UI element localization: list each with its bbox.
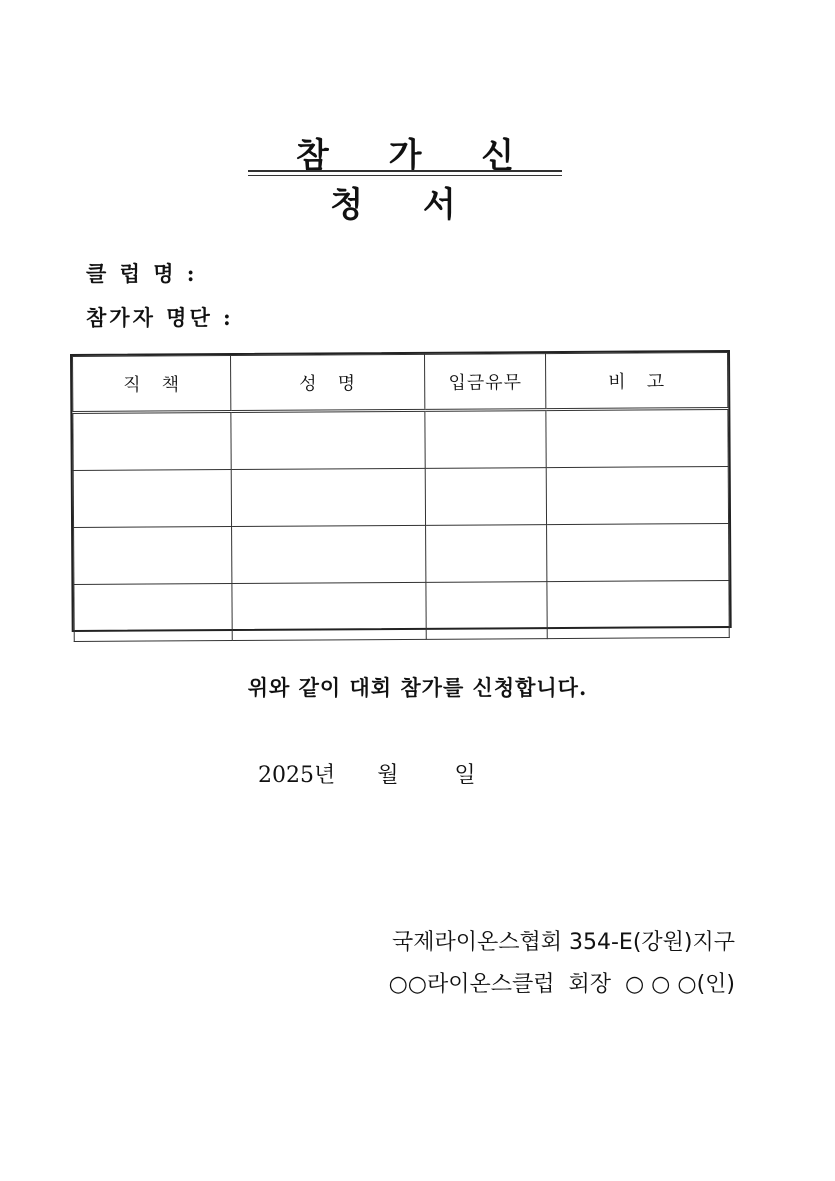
organization-name: 국제라이온스협회 354-E(강원)지구: [391, 930, 735, 955]
header-position: 직 책: [73, 356, 231, 413]
cell-position[interactable]: [74, 584, 232, 642]
table-header-row: [73, 352, 728, 412]
title-underline-bottom: [248, 175, 562, 176]
cell-remarks[interactable]: [546, 408, 728, 467]
cell-position[interactable]: [73, 412, 231, 471]
cell-name[interactable]: [231, 410, 425, 469]
header-name: 성 명: [231, 354, 425, 411]
cell-remarks[interactable]: [547, 523, 729, 581]
title-underline-top: [248, 170, 562, 172]
cell-remarks[interactable]: [547, 580, 729, 638]
table-row: [73, 408, 728, 470]
header-remarks: 비 고: [546, 352, 728, 409]
table-row: [74, 580, 729, 641]
participant-table: [70, 350, 732, 632]
cell-name[interactable]: [232, 582, 426, 640]
declaration-text: 위와 같이 대회 참가를 신청합니다.: [247, 675, 588, 700]
cell-payment-status[interactable]: [425, 410, 546, 469]
cell-name[interactable]: [232, 525, 426, 583]
participants-label: 참가자 명단 :: [86, 305, 234, 330]
table-row: [74, 523, 729, 584]
header-payment-status: 입금유무: [425, 354, 546, 411]
table-row: [73, 466, 728, 527]
cell-position[interactable]: [74, 527, 232, 585]
cell-payment-status[interactable]: [425, 468, 546, 526]
document-title: 참 가 신 청 서: [295, 136, 539, 225]
date-line: 2025년 월 일: [258, 763, 476, 788]
cell-payment-status[interactable]: [426, 525, 547, 583]
cell-payment-status[interactable]: [426, 582, 547, 640]
club-name-label: 클 럽 명 :: [86, 261, 198, 286]
cell-remarks[interactable]: [546, 466, 728, 524]
cell-name[interactable]: [231, 468, 425, 526]
signature-line: ○○라이온스클럽 회장 ○ ○ ○(인): [388, 972, 735, 997]
cell-position[interactable]: [73, 470, 231, 528]
